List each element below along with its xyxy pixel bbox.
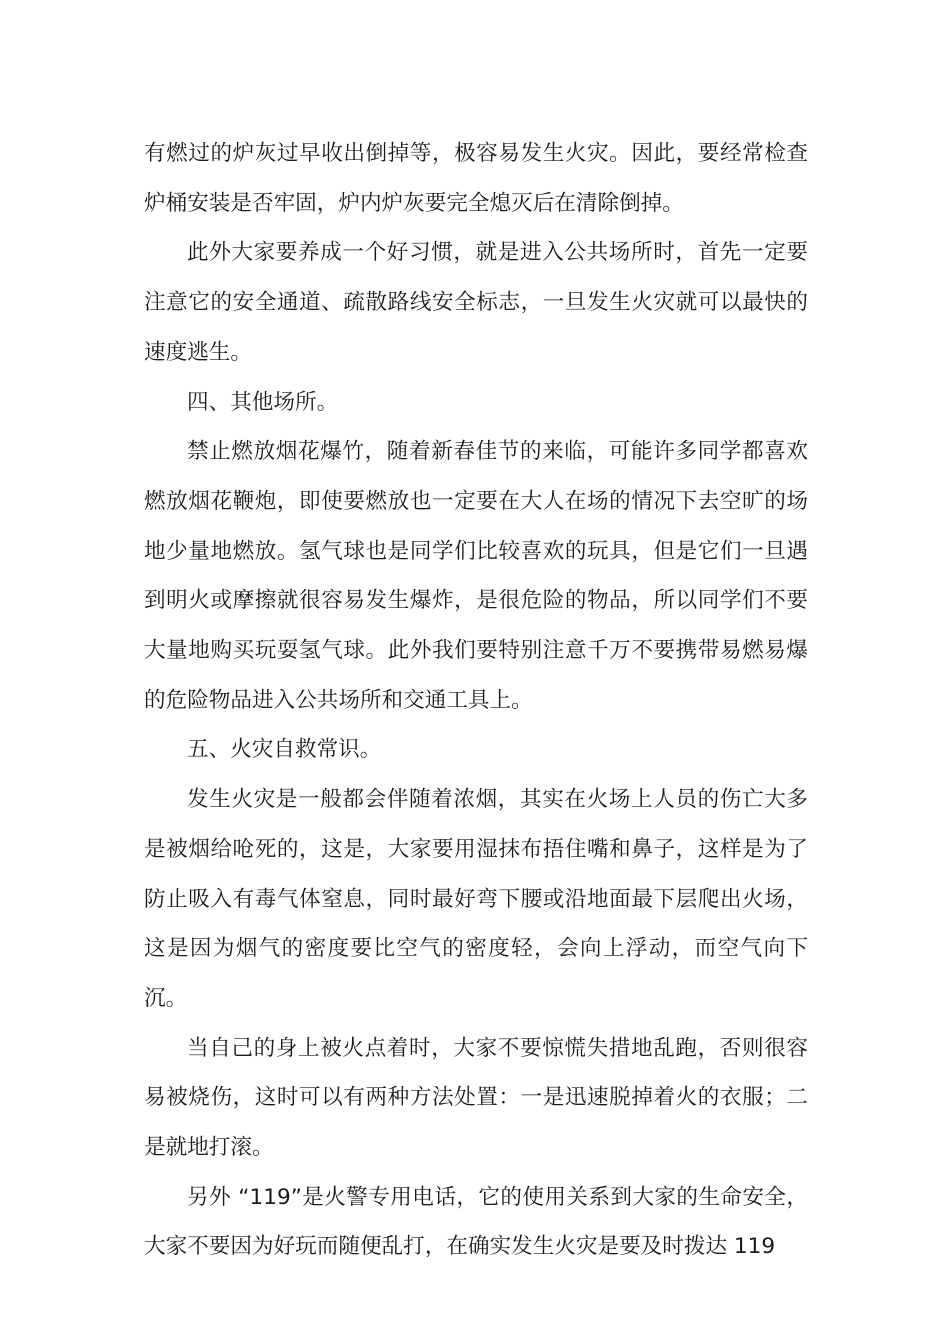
- section-heading-4: 四、其他场所。: [187, 389, 339, 415]
- paragraph-3: 禁止燃放烟花爆竹，随着新春佳节的来临，可能许多同学都喜欢燃放烟花鞭炮，即使要燃放也一定要在大人在场的情况下去空旷的场地少量地燃放。氢气球也是同学们比较喜欢的玩具，但是它们一旦遇到明火或摩擦就很容易发生爆炸，是很危险的物品，所以同学们不要大量地购买玩耍氢气球。此外我们要特别注意千万不要携带易燃易爆的危险物品进入公共场所和交通工具上。: [144, 439, 808, 713]
- section-heading-5: 五、火灾自救常识。: [187, 737, 382, 763]
- paragraph-4: 发生火灾是一般都会伴随着浓烟，其实在火场上人员的伤亡大多是被烟给呛死的，这是，大家要用湿抹布捂住嘴和鼻子，这样是为了防止吸入有毒气体窒息，同时最好弯下腰或沿地面最下层爬出火场，这是因为烟气的密度要比空气的密度轻，会向上浮动，而空气向下沉。: [144, 787, 808, 1011]
- paragraph-6: 另外 “119”是火警专用电话，它的使用关系到大家的生命安全，大家不要因为好玩而随便乱打，在确实发生火灾是要及时拨达 119: [144, 1184, 808, 1260]
- paragraph-5: 当自己的身上被火点着时，大家不要惊慌失措地乱跑，否则很容易被烧伤，这时可以有两种方法处置：一是迅速脱掉着火的衣服；二是就地打滚。: [144, 1035, 808, 1161]
- paragraph-2: 此外大家要养成一个好习惯，就是进入公共场所时，首先一定要注意它的安全通道、疏散路线安全标志，一旦发生火灾就可以最快的速度逃生。: [144, 240, 808, 365]
- paragraph-1: 有燃过的炉灰过早收出倒掉等，极容易发生火灾。因此，要经常检查炉桶安装是否牢固，炉内炉灰要完全熄灭后在清除倒掉。: [144, 141, 808, 216]
- document-body: [144, 129, 808, 1272]
